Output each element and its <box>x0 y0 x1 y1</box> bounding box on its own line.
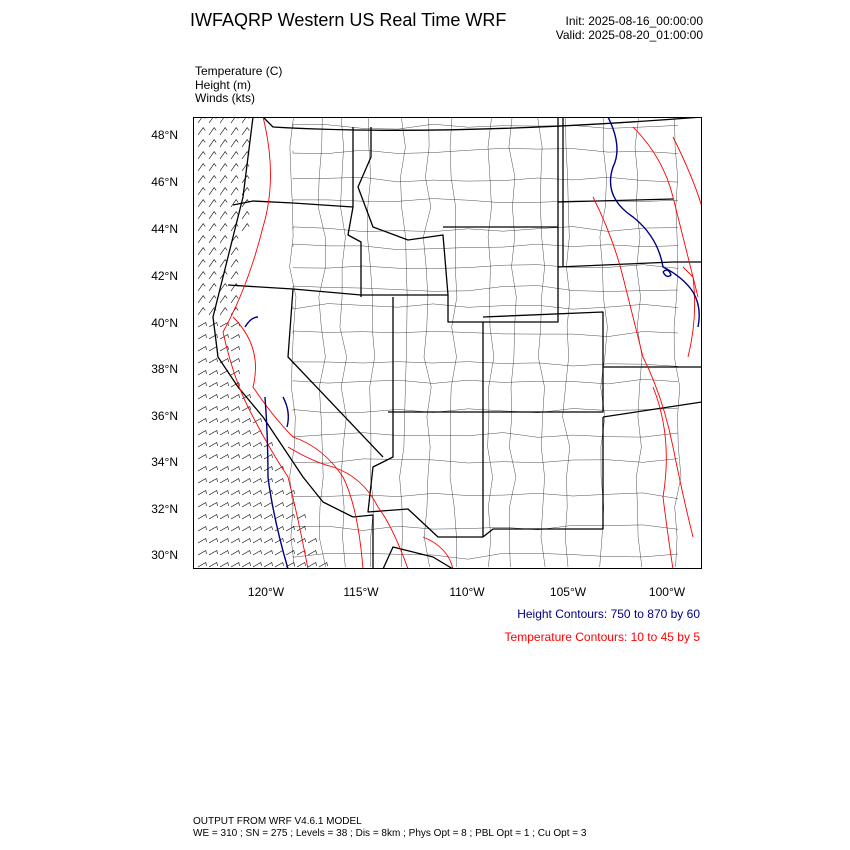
lon-label-105: 105°W <box>549 585 587 599</box>
init-time: Init: 2025-08-16_00:00:00 <box>565 14 703 28</box>
lon-label-100: 100°W <box>648 585 686 599</box>
map-frame <box>194 118 702 569</box>
lat-label-44: 44°N <box>151 222 178 236</box>
lat-label-46: 46°N <box>151 175 178 189</box>
lon-label-120: 120°W <box>247 585 285 599</box>
lon-label-115: 115°W <box>343 585 379 599</box>
lat-label-42: 42°N <box>151 269 178 283</box>
model-config: WE = 310 ; SN = 275 ; Levels = 38 ; Dis = 8km ; Phys Opt = 8 ; PBL Opt = 1 ; Cu Opt = 3 <box>193 828 587 839</box>
weather-map <box>193 117 702 569</box>
lat-label-38: 38°N <box>151 362 178 376</box>
variable-temperature: Temperature (C) <box>195 64 283 78</box>
height-contour-legend: Height Contours: 750 to 870 by 60 <box>517 607 700 621</box>
lat-label-36: 36°N <box>151 409 178 423</box>
lat-label-40: 40°N <box>151 316 178 330</box>
temperature-contours <box>223 117 702 569</box>
model-info: OUTPUT FROM WRF V4.6.1 MODEL <box>193 816 362 827</box>
wind-barbs <box>198 117 328 567</box>
lat-label-32: 32°N <box>151 502 178 516</box>
temperature-contour-legend: Temperature Contours: 10 to 45 by 5 <box>504 630 700 644</box>
county-boundaries <box>290 117 681 567</box>
lat-label-48: 48°N <box>151 128 178 142</box>
map-title: IWFAQRP Western US Real Time WRF <box>190 10 507 30</box>
variable-height: Height (m) <box>195 78 252 92</box>
valid-time: Valid: 2025-08-20_01:00:00 <box>555 28 703 42</box>
variable-winds: Winds (kts) <box>195 91 255 105</box>
height-contours <box>245 117 699 569</box>
lat-label-30: 30°N <box>151 548 178 562</box>
state-boundaries <box>213 117 702 569</box>
lon-label-110: 110°W <box>449 585 485 599</box>
lat-label-34: 34°N <box>151 455 178 469</box>
